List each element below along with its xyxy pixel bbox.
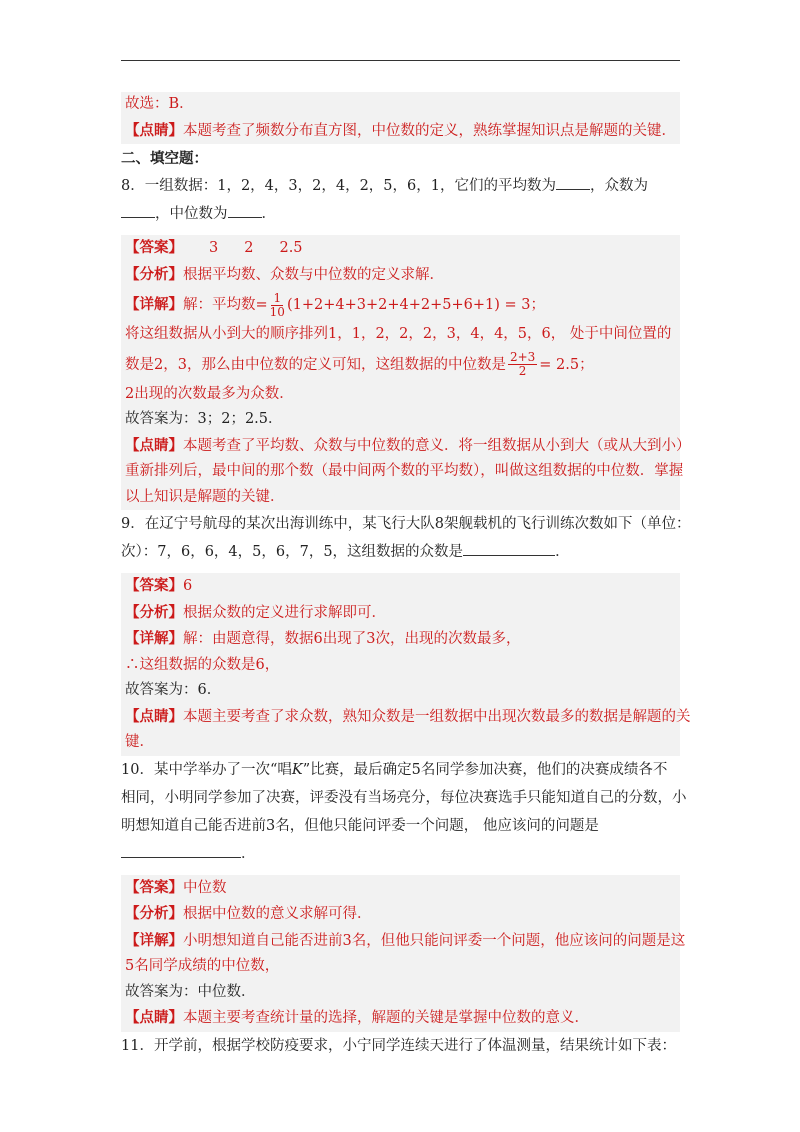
- answer-line: 【答案】6: [125, 577, 193, 594]
- answer-blank: [228, 202, 262, 218]
- detail-line: 【详解】小明想知道自己能否进前3名，但他只能问评委一个问题，他应该问的问题是这: [125, 931, 686, 949]
- question-10-line4: ．: [121, 841, 680, 868]
- comment-tag: 【点睛】: [125, 121, 183, 139]
- answer-blank: [121, 202, 155, 218]
- answer-line: 【答案】 3 2 2.5: [125, 239, 303, 256]
- question-8: 8．一组数据：1，2，4，3，2，4，2，5，6，1，它们的平均数为 ，众数为: [121, 173, 680, 200]
- solution-block-q9: [121, 573, 691, 756]
- answer-blank: [463, 540, 555, 556]
- comment-line-2: 重新排列后，最中间的那个数（最中间两个数的平均数），叫做这组数据的中位数．掌握: [125, 463, 684, 479]
- therefore-line: ∴这组数据的众数是6，: [125, 656, 280, 673]
- header-rule: [121, 60, 680, 61]
- comment-line: 【点睛】本题主要考查了求众数，熟知众数是一组数据中出现次数最多的数据是解题的关: [125, 707, 691, 725]
- analysis-line: 【分析】根据平均数、众数与中位数的定义求解．: [125, 265, 444, 283]
- comment-line-3: 以上知识是解题的关键．: [125, 488, 285, 505]
- detail-line-2: 5名同学成绩的中位数，: [125, 958, 280, 974]
- question-11: 11．开学前，根据学校防疫要求，小宁同学连续天进行了体温测量，结果统计如下表：: [121, 1037, 676, 1054]
- answer-blank: [121, 842, 241, 858]
- comment-line-2: 键．: [125, 734, 154, 750]
- final-answer-line: 故答案为：3；2；2.5．: [125, 411, 283, 427]
- sort-line: 将这组数据从小到大的顺序排列1，1，2，2，2，3，4，4，5，6， 处于中间位置的: [125, 326, 672, 342]
- answer-line: 【答案】中位数: [125, 878, 227, 896]
- solution-block-q7: [121, 92, 680, 144]
- median-line: 数是2，3，那么由中位数的定义可知，这组数据的中位数是 $\frac{2+3}{2}$ = 2.5；: [125, 350, 594, 378]
- final-answer-line: 故答案为：6．: [125, 682, 222, 698]
- solution-block-q8: [121, 235, 691, 510]
- answer-blank: [556, 174, 590, 190]
- choice-line: 故选：B．: [125, 96, 194, 112]
- question-9-line2: 次）：7，6，6，4，5，6，7，5，这组数据的众数是 ．: [121, 539, 680, 566]
- comment-line: 【点睛】本题主要考查统计量的选择，解题的关键是掌握中位数的意义．: [125, 1009, 589, 1026]
- question-9: 9．在辽宁号航母的某次出海训练中，某飞行大队8架舰载机的飞行训练次数如下（单位：: [121, 516, 691, 532]
- final-answer-line: 故答案为：中位数．: [125, 983, 256, 1000]
- analysis-line: 【分析】根据众数的定义进行求解即可．: [125, 603, 386, 621]
- analysis-line: 【分析】根据中位数的意义求解可得．: [125, 905, 372, 922]
- question-10-line2: 相同，小明同学参加了决赛，评委没有当场亮分，每位决赛选手只能知道自己的分数，小: [121, 789, 687, 806]
- fraction: $\frac{1}{10}$: [269, 290, 285, 319]
- question-10-line3: 明想知道自己能否进前3名，但他只能问评委一个问题， 他应该问的问题是: [121, 817, 599, 834]
- detail-line: 【详解】解：由题意得，数据6出现了3次，出现的次数最多，: [125, 630, 521, 647]
- section-title: 二、填空题：: [121, 150, 208, 167]
- page-content: [121, 92, 691, 1061]
- question-8-line2: ，中位数为 ．: [121, 201, 680, 228]
- comment-line: 【点睛】本题考查了频数分布直方图，中位数的定义，熟练掌握知识点是解题的关键．: [125, 121, 676, 139]
- detail-line: 【详解】解：平均数= $\frac{1}{10}$ (1+2+4+3+2+4+2+5+6+1) = 3；: [125, 290, 545, 319]
- median-fraction: $\frac{2+3}{2}$: [509, 350, 536, 378]
- solution-block-q10: [121, 875, 686, 1032]
- comment-line: 【点睛】本题考查了平均数、众数与中位数的意义．将一组数据从小到大（或从大到小）: [125, 436, 691, 454]
- question-10: 10．某中学举办了一次“唱K”比赛，最后确定5名同学参加决赛，他们的决赛成绩各不: [121, 761, 668, 778]
- mode-line: 2出现的次数最多为众数．: [125, 385, 294, 402]
